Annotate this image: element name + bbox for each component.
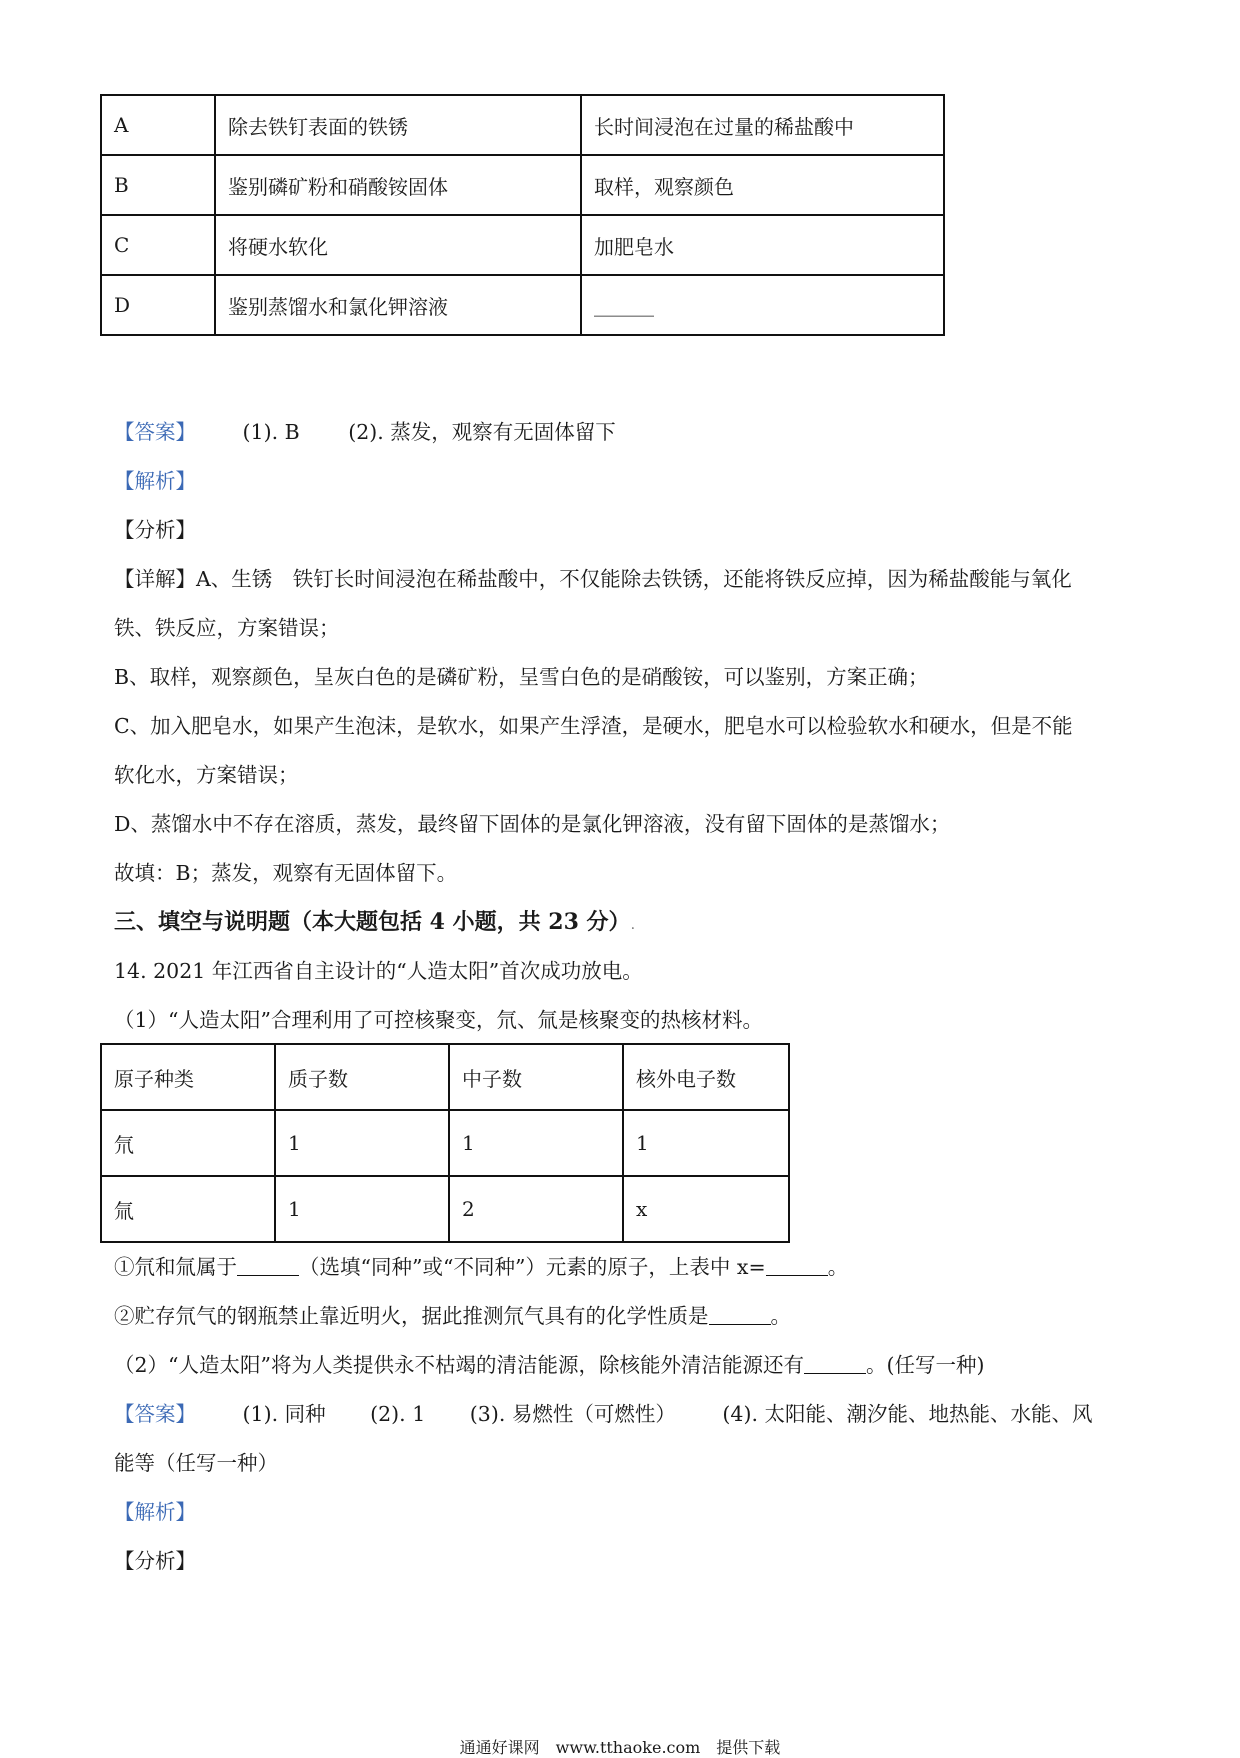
section-mark: . bbox=[630, 917, 636, 933]
table-cell: 氚 bbox=[101, 1176, 275, 1242]
row-purpose: 鉴别磷矿粉和硝酸铵固体 bbox=[215, 155, 581, 215]
atom-table bbox=[100, 1043, 790, 1243]
answer-1: (1). 同种 bbox=[242, 1402, 326, 1426]
text: 。 bbox=[827, 1255, 849, 1279]
header-cell: 质子数 bbox=[275, 1044, 449, 1110]
detail-d: D、蒸馏水中不存在溶质，蒸发，最终留下固体的是氯化钾溶液，没有留下固体的是蒸馏水； bbox=[114, 812, 951, 836]
row-purpose: 将硬水软化 bbox=[215, 215, 581, 275]
table-cell: 2 bbox=[449, 1176, 623, 1242]
table-cell: x bbox=[623, 1176, 789, 1242]
fenxi-tag: 【分析】 bbox=[114, 518, 196, 542]
table-row bbox=[101, 1176, 789, 1242]
table-cell: 氘 bbox=[101, 1110, 275, 1176]
q14-part2 bbox=[114, 1351, 985, 1379]
page-footer: 通通好课网 www.tthaoke.com 提供下载 bbox=[459, 1738, 781, 1757]
answer-blank[interactable] bbox=[237, 1255, 299, 1276]
answer-blank[interactable] bbox=[766, 1255, 828, 1276]
row-label: D bbox=[101, 275, 215, 335]
table-row bbox=[101, 95, 944, 155]
text: 。(任写一种) bbox=[866, 1353, 985, 1377]
q14-part1: （1）“人造太阳”合理利用了可控核聚变，氘、氚是核聚变的热核材料。 bbox=[114, 1008, 764, 1032]
row-purpose: 除去铁钉表面的铁锈 bbox=[215, 95, 581, 155]
fenxi-tag: 【分析】 bbox=[114, 1549, 196, 1573]
row-method: 长时间浸泡在过量的稀盐酸中 bbox=[581, 95, 944, 155]
q14-sub1 bbox=[114, 1253, 848, 1281]
header-cell: 核外电子数 bbox=[623, 1044, 789, 1110]
answer-tag: 【答案】 bbox=[114, 1402, 196, 1426]
table-cell: 1 bbox=[275, 1110, 449, 1176]
text: （选填“同种”或“不同种”）元素的原子，上表中 x= bbox=[299, 1255, 766, 1279]
options-table bbox=[100, 94, 945, 336]
answer-4: (4). 太阳能、潮汐能、地热能、水能、风 bbox=[722, 1402, 1093, 1426]
section-title bbox=[114, 908, 635, 939]
q14-answer-line bbox=[114, 1400, 1092, 1428]
detail-line: 【详解】A、生锈 铁钉长时间浸泡在稀盐酸中，不仅能除去铁锈，还能将铁反应掉，因为稀盐酸能与氧化 bbox=[114, 567, 1072, 591]
header-cell: 原子种类 bbox=[101, 1044, 275, 1110]
table-row bbox=[101, 155, 944, 215]
row-method: 加肥皂水 bbox=[581, 215, 944, 275]
table-cell: 1 bbox=[623, 1110, 789, 1176]
header-cell: 中子数 bbox=[449, 1044, 623, 1110]
row-method: 取样，观察颜色 bbox=[581, 155, 944, 215]
text: ①氘和氚属于 bbox=[114, 1255, 237, 1279]
answer-blank[interactable] bbox=[709, 1304, 771, 1325]
text: 。 bbox=[770, 1304, 791, 1328]
answer-3: (3). 易燃性（可燃性） bbox=[469, 1402, 676, 1426]
analysis-tag: 【解析】 bbox=[114, 469, 196, 493]
table-row bbox=[101, 215, 944, 275]
row-method: ______ bbox=[581, 275, 944, 335]
table-cell: 1 bbox=[449, 1110, 623, 1176]
analysis-tag: 【解析】 bbox=[114, 1500, 196, 1524]
row-label: B bbox=[101, 155, 215, 215]
detail-b: B、取样，观察颜色，呈灰白色的是磷矿粉，呈雪白色的是硝酸铵，可以鉴别，方案正确； bbox=[114, 665, 929, 689]
detail-c-cont: 软化水，方案错误； bbox=[114, 763, 299, 787]
answer-tag: 【答案】 bbox=[114, 420, 196, 444]
answer-1: (1). B bbox=[242, 420, 300, 444]
q14-sub2 bbox=[114, 1302, 791, 1330]
table-cell: 1 bbox=[275, 1176, 449, 1242]
answer-cont: 能等（任写一种） bbox=[114, 1451, 278, 1475]
section-title-text: 三、填空与说明题（本大题包括 4 小题，共 23 分） bbox=[114, 909, 631, 935]
row-label: C bbox=[101, 215, 215, 275]
row-purpose: 鉴别蒸馏水和氯化钾溶液 bbox=[215, 275, 581, 335]
answer-2: (2). 蒸发，观察有无固体留下 bbox=[348, 420, 616, 444]
detail-line: 铁、铁反应，方案错误； bbox=[114, 616, 340, 640]
table-row bbox=[101, 1110, 789, 1176]
detail-c: C、加入肥皂水，如果产生泡沫，是软水，如果产生浮渣，是硬水，肥皂水可以检验软水和硬水，但是不能 bbox=[114, 714, 1073, 738]
q13-answer-line bbox=[114, 418, 616, 446]
table-header-row bbox=[101, 1044, 789, 1110]
answer-2: (2). 1 bbox=[370, 1402, 426, 1426]
conclusion: 故填：B；蒸发，观察有无固体留下。 bbox=[114, 861, 458, 885]
q14-stem: 14. 2021 年江西省自主设计的“人造太阳”首次成功放电。 bbox=[114, 959, 643, 983]
answer-blank[interactable] bbox=[804, 1353, 866, 1374]
row-label: A bbox=[101, 95, 215, 155]
text: ②贮存氘气的钢瓶禁止靠近明火，据此推测氘气具有的化学性质是 bbox=[114, 1304, 709, 1328]
table-row bbox=[101, 275, 944, 335]
text: （2）“人造太阳”将为人类提供永不枯竭的清洁能源，除核能外清洁能源还有 bbox=[114, 1353, 805, 1377]
